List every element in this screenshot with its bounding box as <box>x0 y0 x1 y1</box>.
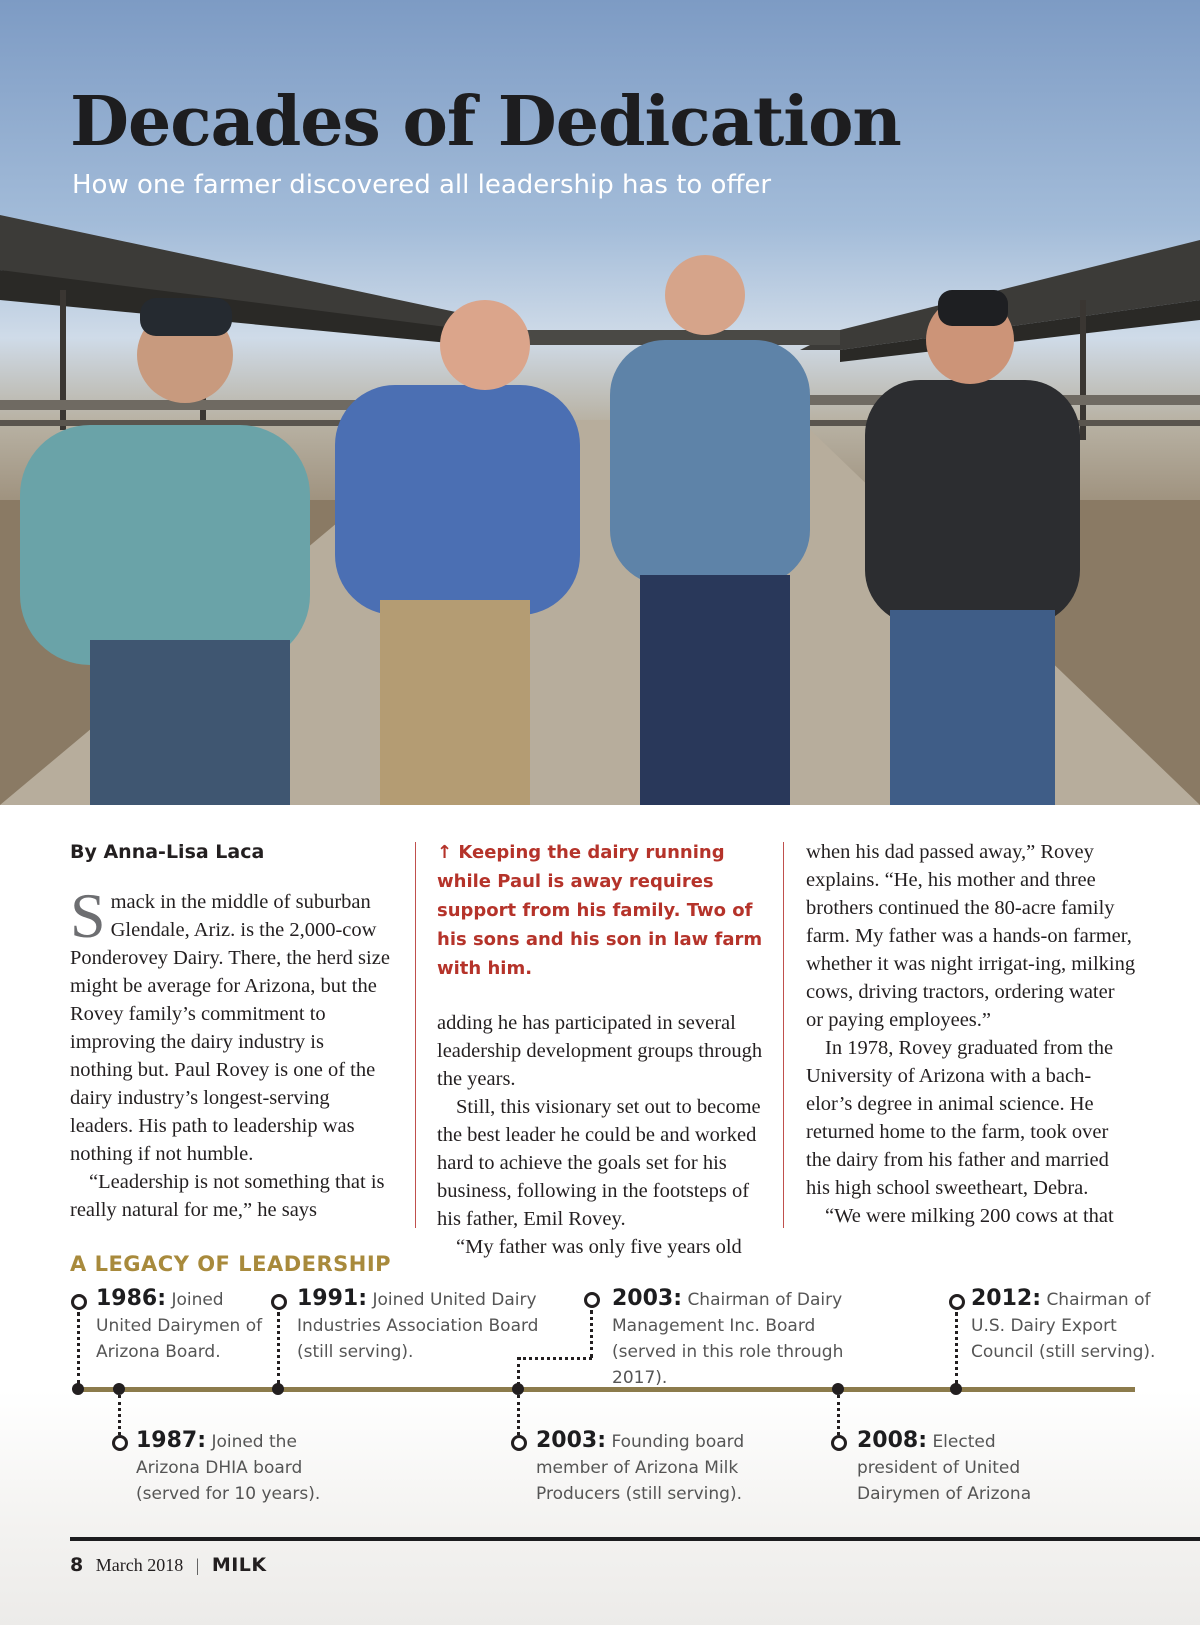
timeline-connector <box>955 1312 958 1384</box>
timeline-background <box>0 1390 1200 1625</box>
timeline-event <box>297 1286 542 1365</box>
timeline-event <box>96 1286 266 1365</box>
timeline-heading: A LEGACY OF LEADERSHIP <box>70 1252 392 1276</box>
timeline-event-year: 2003: <box>612 1286 683 1311</box>
article-paragraph: Still, this visionary set out to become the best leader he could be and worked hard to achieve the goals set for his business, following in the footsteps of his father, Emil Rovey. <box>437 1096 761 1230</box>
column-divider <box>783 842 784 1228</box>
timeline-connector <box>277 1312 280 1384</box>
article-paragraph: “We were milking 200 cows at that <box>825 1205 1114 1227</box>
timeline-event-year: 2008: <box>857 1428 928 1453</box>
photo-caption <box>437 838 763 983</box>
page-footer <box>70 1554 267 1576</box>
timeline-event-text: Chairman of U.S. Dairy Export Council (still serving). <box>971 1290 1156 1362</box>
timeline-marker-dot <box>512 1383 524 1395</box>
drop-cap: S <box>70 880 106 951</box>
footer-rule <box>70 1537 1200 1541</box>
timeline-axis <box>76 1387 1135 1392</box>
article-paragraph-text: mack in the middle of suburban Glendale, Ariz. is the 2,000-cow Ponderovey Dairy. There, the herd size might be average for Arizona, but the Rovey family’s commitment to improving the dairy industry is nothing but. Paul Rovey is one of the dairy industry’s longest-serving leaders. His path to leadership was nothing if not humble. <box>70 891 390 1165</box>
timeline-event <box>136 1428 326 1507</box>
article-paragraph: “Leadership is not something that is really natural for me,” he says <box>70 1171 385 1221</box>
article-column-1 <box>70 838 390 1224</box>
timeline-marker-dot <box>272 1383 284 1395</box>
timeline-marker-dot <box>113 1383 125 1395</box>
issue-date: March 2018 <box>95 1555 184 1575</box>
timeline-event <box>857 1428 1057 1507</box>
timeline-marker-ring <box>831 1435 847 1451</box>
timeline-connector <box>590 1310 593 1358</box>
timeline-marker-ring <box>71 1294 87 1310</box>
timeline-event-year: 2003: <box>536 1428 607 1453</box>
timeline-connector <box>517 1395 520 1435</box>
article-column-2 <box>437 838 763 1261</box>
timeline-connector <box>118 1395 121 1435</box>
person-right <box>865 290 1080 805</box>
timeline-event-text: Joined United Dairy Industries Association Board (still serving). <box>297 1290 539 1362</box>
timeline-event <box>536 1428 756 1507</box>
timeline-event-text: Joined the Arizona DHIA board (served for 10 years). <box>136 1432 321 1504</box>
timeline-event-year: 1991: <box>297 1286 368 1311</box>
timeline-event-year: 1986: <box>96 1286 167 1311</box>
hero-photo <box>0 0 1200 805</box>
footer-separator: | <box>195 1555 200 1575</box>
article-paragraph <box>70 880 390 1168</box>
timeline-event-year: 2012: <box>971 1286 1042 1311</box>
article-paragraph: when his dad passed away,” Rovey explains. “He, his mother and three brothers continued the 80-acre family farm. My father was a hands-on farmer, whether it was night irrigat-ing, milking cows, driving tractors, ordering water or paying employees.” <box>806 841 1136 1031</box>
timeline-marker-dot <box>72 1383 84 1395</box>
timeline-event-text: Chairman of Dairy Management Inc. Board (served in this role through 2017). <box>612 1290 844 1388</box>
article-paragraph: In 1978, Rovey graduated from the University of Arizona with a bach-elor’s degree in animal science. He returned home to the farm, took over the dairy from his father and married his high school sweetheart, Debra. <box>806 1037 1114 1199</box>
timeline-marker-ring <box>584 1292 600 1308</box>
column-divider <box>415 842 416 1228</box>
photo-caption-text: Keeping the dairy running while Paul is away requires support from his family. Two of his sons and his son in law farm with him. <box>437 842 763 979</box>
timeline-event-text: Elected president of United Dairymen of Arizona <box>857 1432 1032 1504</box>
article-paragraph: adding he has participated in several leadership development groups through the years. <box>437 1012 763 1090</box>
timeline-marker-dot <box>950 1383 962 1395</box>
arrow-up-icon: ↑ <box>437 842 453 863</box>
timeline-marker-ring <box>949 1294 965 1310</box>
timeline-marker-ring <box>271 1294 287 1310</box>
timeline-event-text: Founding board member of Arizona Milk Producers (still serving). <box>536 1432 745 1504</box>
page-title: Decades of Dedication <box>70 82 901 162</box>
article-paragraph: “My father was only five years old <box>456 1236 742 1258</box>
page-number: 8 <box>70 1554 84 1576</box>
byline: By Anna-Lisa Laca <box>70 841 265 863</box>
page-subtitle: How one farmer discovered all leadership has to offer <box>72 170 772 200</box>
timeline-event-text: Joined United Dairymen of Arizona Board. <box>96 1290 263 1362</box>
article-column-3 <box>806 838 1136 1230</box>
timeline-event-year: 1987: <box>136 1428 207 1453</box>
timeline-connector <box>837 1395 840 1435</box>
timeline-marker-ring <box>112 1435 128 1451</box>
timeline-event <box>971 1286 1161 1365</box>
timeline-event <box>612 1286 882 1391</box>
publication-logo: MILK <box>211 1554 267 1576</box>
timeline-marker-ring <box>511 1435 527 1451</box>
timeline-connector <box>77 1312 80 1384</box>
